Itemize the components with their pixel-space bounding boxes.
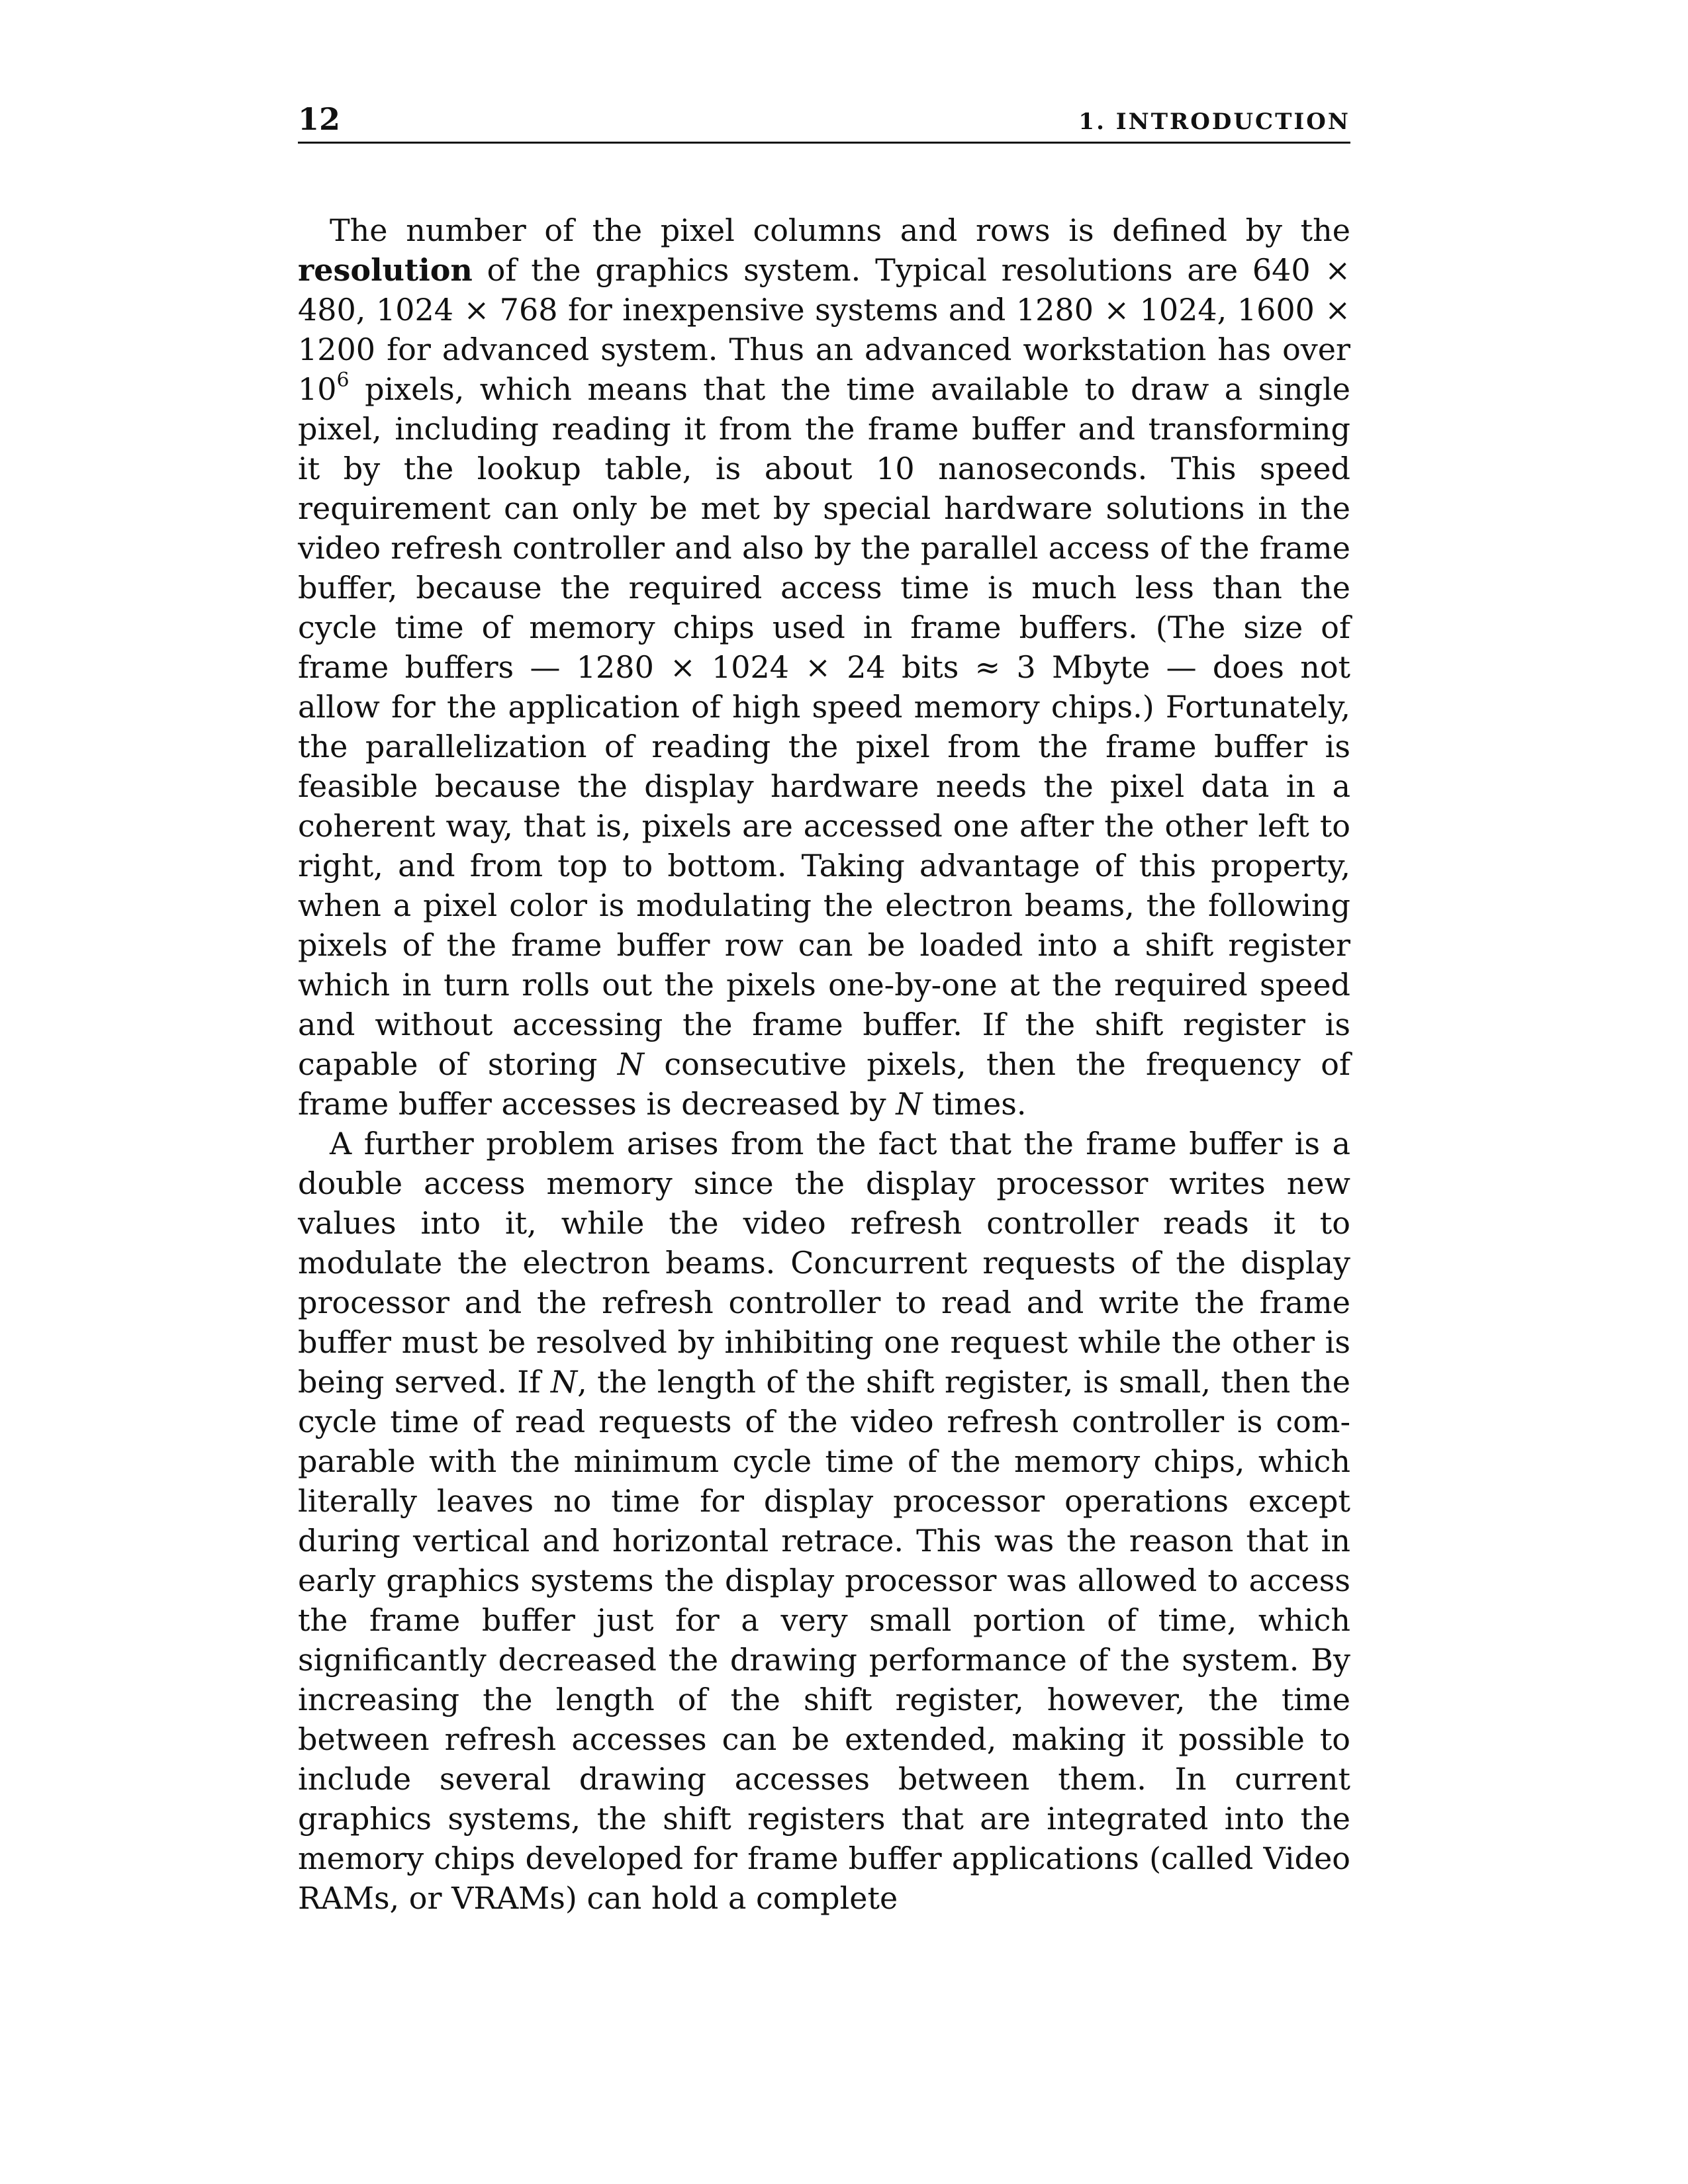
page-header [298,99,1350,144]
math-variable-n: N [550,1364,578,1400]
page-number: 12 [298,101,341,137]
paragraph-1-text-d: consecutive pixels, then the frequency of frame buffer accesses is decreased by [298,1046,1350,1122]
paragraph-1-text-c: pixels, which means that the time available to draw a single pixel, including reading it from the frame buffer and transforming it by the lookup table, is about 10 nanoseconds. This speed requirement can only be met by special hardware solutions in the video refresh controller and also by the parallel access of the frame buffer, because the required access time is much less than the cycle time of memory chips used in frame buffers. (The size of frame buffers — 1280 × 1024 × 24 bits ≈ 3 Mbyte — does not allow for the application of high speed memory chips.) Fortunately, the parallelization of reading the pixel from the frame buffer is feasible because the display hardware needs the pixel data in a coherent way, that is, pixels are accessed one after the other left to right, and from top to bottom. Taking advantage of this property, when a pixel color is modulating the electron beams, the following pixels of the frame buffer row can be loaded into a shift register which in turn rolls out the pixels one-by-one at the required speed and without accessing the frame buffer. If the shift register is capable of storing [298,371,1350,1082]
paragraph-1 [298,210,1350,1124]
exponent-6: 6 [336,369,350,392]
paragraph-2-text-b: , the length of the shift register, is small, then the cycle time of read requests of the video refresh controller is comparable with the minimum cycle time of the memory chips, which literally leaves no time for display processor operations except during vertical and horizontal retrace. This was the reason that in early graphics systems the display processor was allowed to access the frame buffer just for a very small portion of time, which significantly decreased the drawing performance of the system. By increasing the length of the shift register, however, the time between refresh accesses can be extended, making it possible to include several drawing accesses between them. In current graphics systems, the shift registers that are integrated into the memory chips developed for frame buffer applications (called Video RAMs, or VRAMs) can hold a complete [298,1364,1350,1916]
running-head: 1. INTRODUCTION [1078,109,1350,135]
body-text [298,210,1350,1918]
term-resolution: resolution [298,252,473,288]
paragraph-1-text-e: times. [922,1086,1027,1122]
paragraph-2-text-a: A further problem arises from the fact that the frame buffer is a double access memory since the display processor writes new values into it, while the video refresh controller reads it to modulate the electron beams. Concurrent requests of the display processor and the refresh controller to read and write the frame buffer must be resolved by inhibiting one request while the other is being served. If [298,1126,1350,1400]
paragraph-1-text-b: of the graphics system. Typical resolutions are 640 × 480, 1024 × 768 for inexpensive systems and 1280 × 1024, 1600 × 1200 for advanced system. Thus an advanced workstation has over 10 [298,252,1350,407]
math-variable-n: N [617,1046,645,1082]
paragraph-1-text-a: The number of the pixel columns and rows is defined by the [330,212,1350,248]
paragraph-2 [298,1124,1350,1918]
math-variable-n: N [896,1086,923,1122]
